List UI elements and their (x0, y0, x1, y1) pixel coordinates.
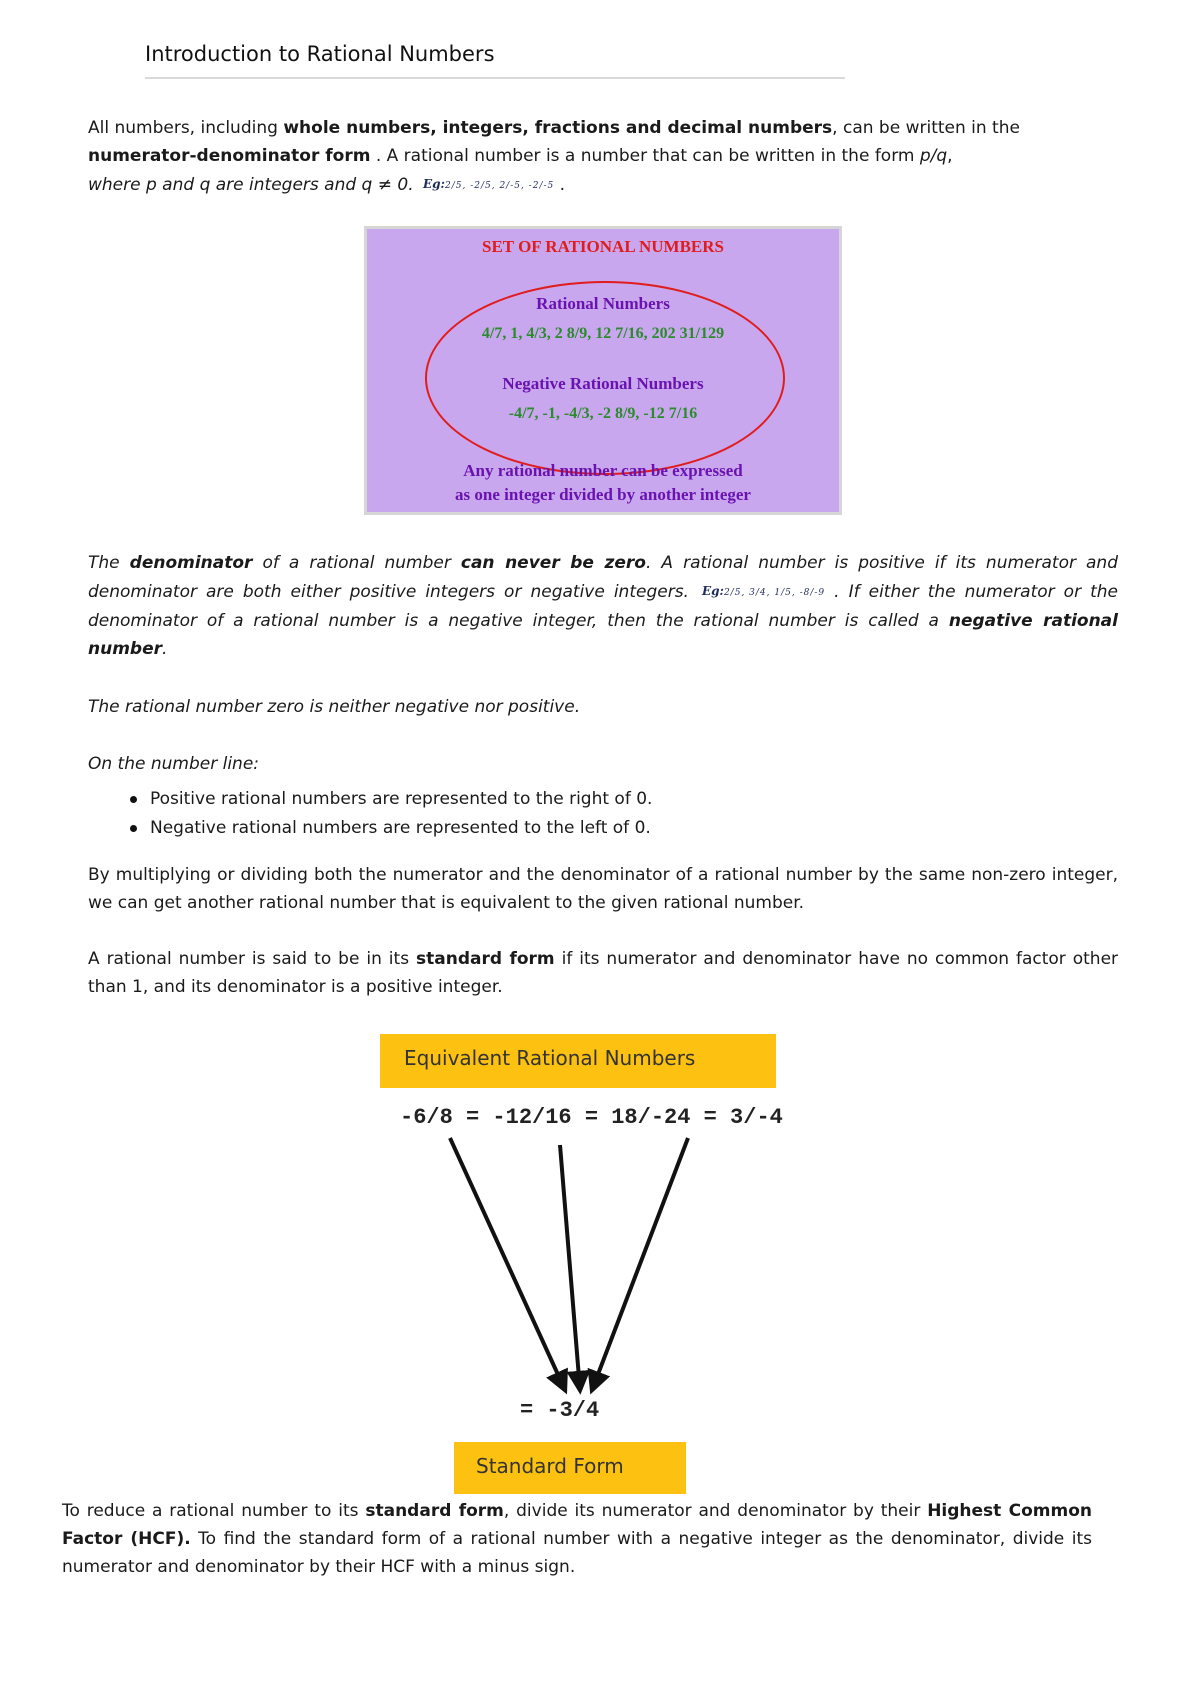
equivalent-heading: Equivalent Rational Numbers (404, 1046, 696, 1070)
intro-bold-1: whole numbers, integers, fractions and decimal numbers (283, 118, 833, 138)
intro-text-1: All numbers, including (88, 118, 284, 138)
standard-form-label: Standard Form (476, 1454, 624, 1478)
rational-title: Rational Numbers (536, 294, 670, 313)
equivalent-equation: -6/8 = -12/16 = 18/-24 = 3/-4 (400, 1105, 783, 1130)
intro-condition: where p and q are integers and q ≠ 0. (88, 175, 414, 195)
intro-text-4: , (947, 146, 953, 166)
reduce-paragraph: To reduce a rational number to its standard form, divide its numerator and denominator by their Highest Common Factor (HCF). To find the standard form of a rational number with a negative integer as the denominator, divide its numerator and denominator by their HCF with a minus sign. (62, 1501, 1092, 1577)
number-line-label: On the number line: (88, 754, 260, 774)
zero-statement: The rational number zero is neither negative nor positive. (88, 697, 581, 717)
bold-denominator: denominator (129, 553, 253, 573)
denominator-paragraph: The denominator of a rational number can never be zero. A rational number is positive if its numerator and denominator are both either positive integers or negative integers. Eg:2/5, 3/4, 1/5, -8/-9 . If either the numerator or the denominator of a rational number is a negative integer, then the rational number is called a negative rational number. (88, 553, 1118, 659)
intro-bold-2: numerator-denominator form (88, 146, 371, 166)
intro-example-fractions: Eg:2/5, -2/5, 2/-5, -2/-5 (423, 177, 555, 191)
bold-never-zero: can never be zero (460, 553, 646, 573)
intro-text-3: . A rational number is a number that can be written in the form (370, 146, 920, 166)
arrow-2 (560, 1145, 580, 1390)
figure-footer-line-1: Any rational number can be expressed (463, 461, 743, 480)
page-title: Introduction to Rational Numbers (145, 42, 495, 66)
standard-form-paragraph: A rational number is said to be in its standard form if its numerator and denominator have no common factor other than 1, and its denominator is a positive integer. (88, 949, 1119, 997)
title-divider (145, 77, 845, 79)
intro-text-6: . (554, 175, 566, 195)
intro-text-2: , can be written in the (832, 118, 1020, 138)
standard-form-box (454, 1442, 686, 1494)
negative-title: Negative Rational Numbers (502, 374, 704, 393)
equivalent-heading-box (380, 1034, 776, 1088)
bold-standard-form: standard form (416, 949, 555, 969)
positive-example-fractions: Eg:2/5, 3/4, 1/5, -8/-9 (701, 584, 826, 598)
bold-hcf: Highest Common Factor (HCF). (62, 1501, 1092, 1549)
negative-examples: -4/7, -1, -4/3, -2 8/9, -12 7/16 (508, 405, 698, 422)
arrow-1 (450, 1138, 565, 1390)
arrow-3 (592, 1138, 688, 1390)
rational-numbers-figure (364, 226, 842, 515)
list-item: Negative rational numbers are represented to the left of 0. (150, 814, 652, 843)
equivalent-paragraph: By multiplying or dividing both the numerator and the denominator of a rational number by the same non-zero integer, we can get another rational number that is equivalent to the given rational number. (88, 865, 1118, 913)
bold-negative-rational: negative rational number (88, 611, 1118, 659)
standard-result: = -3/4 (520, 1398, 600, 1423)
figure-heading: SET OF RATIONAL NUMBERS (482, 237, 724, 256)
rational-examples: 4/7, 1, 4/3, 2 8/9, 12 7/16, 202 31/129 (481, 325, 725, 342)
figure-footer-line-2: as one integer divided by another integer (455, 485, 751, 504)
bold-standard-form-2: standard form (365, 1501, 504, 1521)
number-line-list (150, 785, 652, 843)
intro-paragraph (88, 114, 1118, 200)
list-item: Positive rational numbers are represented to the right of 0. (150, 785, 652, 814)
intro-pq: p/q (919, 146, 948, 166)
